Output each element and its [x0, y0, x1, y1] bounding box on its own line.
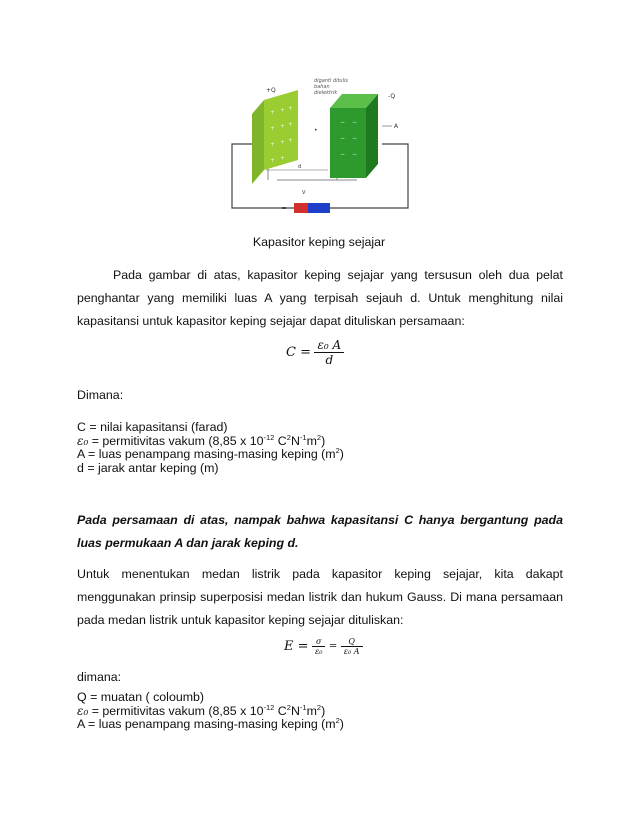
svg-text:−: − — [340, 119, 346, 126]
label-area: A — [394, 123, 399, 130]
label-distance: d — [298, 164, 302, 170]
eq2-lhs: E = — [284, 639, 309, 654]
svg-text:+: + — [270, 109, 276, 116]
svg-text:−: − — [352, 135, 358, 142]
list1-a: A = luas penampang masing-masing keping $(m^2)$ — [77, 446, 344, 461]
paragraph-intro — [77, 264, 563, 333]
conclusion-line-1: Pada persamaan di atas, nampak bahwa kapasitansi C hanya bergantung pada — [77, 513, 563, 527]
label-voltage: V — [302, 190, 306, 196]
list2-q: Q = muatan ( coloumb) — [77, 690, 205, 704]
dimana-label-2: dimana: — [77, 670, 122, 684]
svg-text:+: + — [270, 141, 276, 148]
capacitor-diagram — [222, 74, 418, 218]
list1-c: C = nilai kapasitansi (farad) — [77, 420, 228, 434]
svg-text:•: • — [314, 127, 318, 134]
conclusion-line-2: luas permukaan A dan jarak keping d. — [77, 536, 299, 550]
right-plate-face — [330, 108, 366, 178]
eq1-fraction — [314, 338, 344, 367]
field-line-3: pada medan listrik untuk kapasitor keping sejajar dituliskan: — [77, 613, 404, 627]
list2-eps: ε₀ = permitivitas vakum (8,85 x $10^{-12}$ $C^2N^{-1}m^2$) — [77, 702, 326, 718]
svg-text:−: − — [352, 119, 358, 126]
svg-text:+: + — [288, 121, 294, 128]
paragraph-intro-line-2: penghantar yang memiliki luas A yang terpisah sejauh d. Untuk menghitung nilai — [77, 291, 563, 305]
paragraph-conclusion — [77, 509, 563, 555]
capacitor-figure — [222, 74, 418, 218]
svg-text:+: + — [270, 125, 276, 132]
list2-a: A = luas penampang masing-masing keping $(m^2)$ — [77, 716, 344, 731]
label-minus-q: -Q — [388, 93, 396, 100]
eq2-equals: = — [328, 641, 338, 652]
svg-text:+: + — [280, 139, 286, 146]
dimana-label-1: Dimana: — [77, 388, 124, 402]
figure-caption: Kapasitor keping sejajar — [252, 235, 386, 249]
equation-capacitance — [286, 338, 344, 367]
eq1-numerator: ε₀ A — [314, 338, 344, 353]
eq2-fraction-2 — [341, 637, 363, 656]
label-note-2: bahan — [314, 84, 330, 90]
variable-list-2 — [77, 691, 563, 732]
eq2-den-2: ε₀ A — [343, 647, 360, 656]
svg-text:−: − — [340, 135, 346, 142]
paragraph-electric-field — [77, 563, 563, 632]
svg-text:+: + — [288, 105, 294, 112]
eq2-den-1: ε₀ — [314, 647, 323, 656]
paragraph-intro-line-3: kapasitansi untuk kapasitor keping sejajar dapat dituliskan persamaan: — [77, 314, 465, 328]
svg-text:−: − — [352, 151, 358, 158]
label-note-1: diganti ditulis — [314, 78, 348, 84]
eq1-lhs: C = — [286, 345, 311, 360]
resistor-red — [294, 203, 308, 213]
svg-text:+: + — [280, 123, 286, 130]
svg-text:+: + — [270, 157, 276, 164]
list1-eps: ε₀ = permitivitas vakum (8,85 x $10^{-12}$ $C^2N^{-1}m^2$) — [77, 432, 326, 448]
svg-text:+: + — [280, 155, 286, 162]
field-line-2: menggunakan prinsip superposisi medan listrik dan hukum Gauss. Di mana persamaan — [77, 590, 563, 604]
eq2-fraction-1 — [312, 637, 326, 656]
right-plate-side — [366, 94, 378, 178]
svg-text:+: + — [288, 137, 294, 144]
list1-d: d = jarak antar keping (m) — [77, 460, 219, 475]
resistor-blue — [308, 203, 330, 213]
eq1-denominator: d — [325, 353, 334, 367]
eq2-num-2: Q — [341, 637, 363, 647]
eq2-num-1: σ — [312, 637, 326, 647]
left-plate-side — [252, 100, 264, 184]
label-note-3: dielektrik — [314, 90, 338, 96]
svg-text:−: − — [340, 151, 346, 158]
variable-list-1 — [77, 421, 563, 475]
paragraph-intro-line-1: Pada gambar di atas, kapasitor keping sejajar yang tersusun oleh dua pelat — [113, 268, 563, 282]
equation-electric-field — [284, 637, 363, 656]
label-plus-q: +Q — [266, 87, 276, 94]
svg-text:+: + — [280, 107, 286, 114]
field-line-1: Untuk menentukan medan listrik pada kapasitor keping sejajar, kita dakapt — [77, 567, 563, 581]
